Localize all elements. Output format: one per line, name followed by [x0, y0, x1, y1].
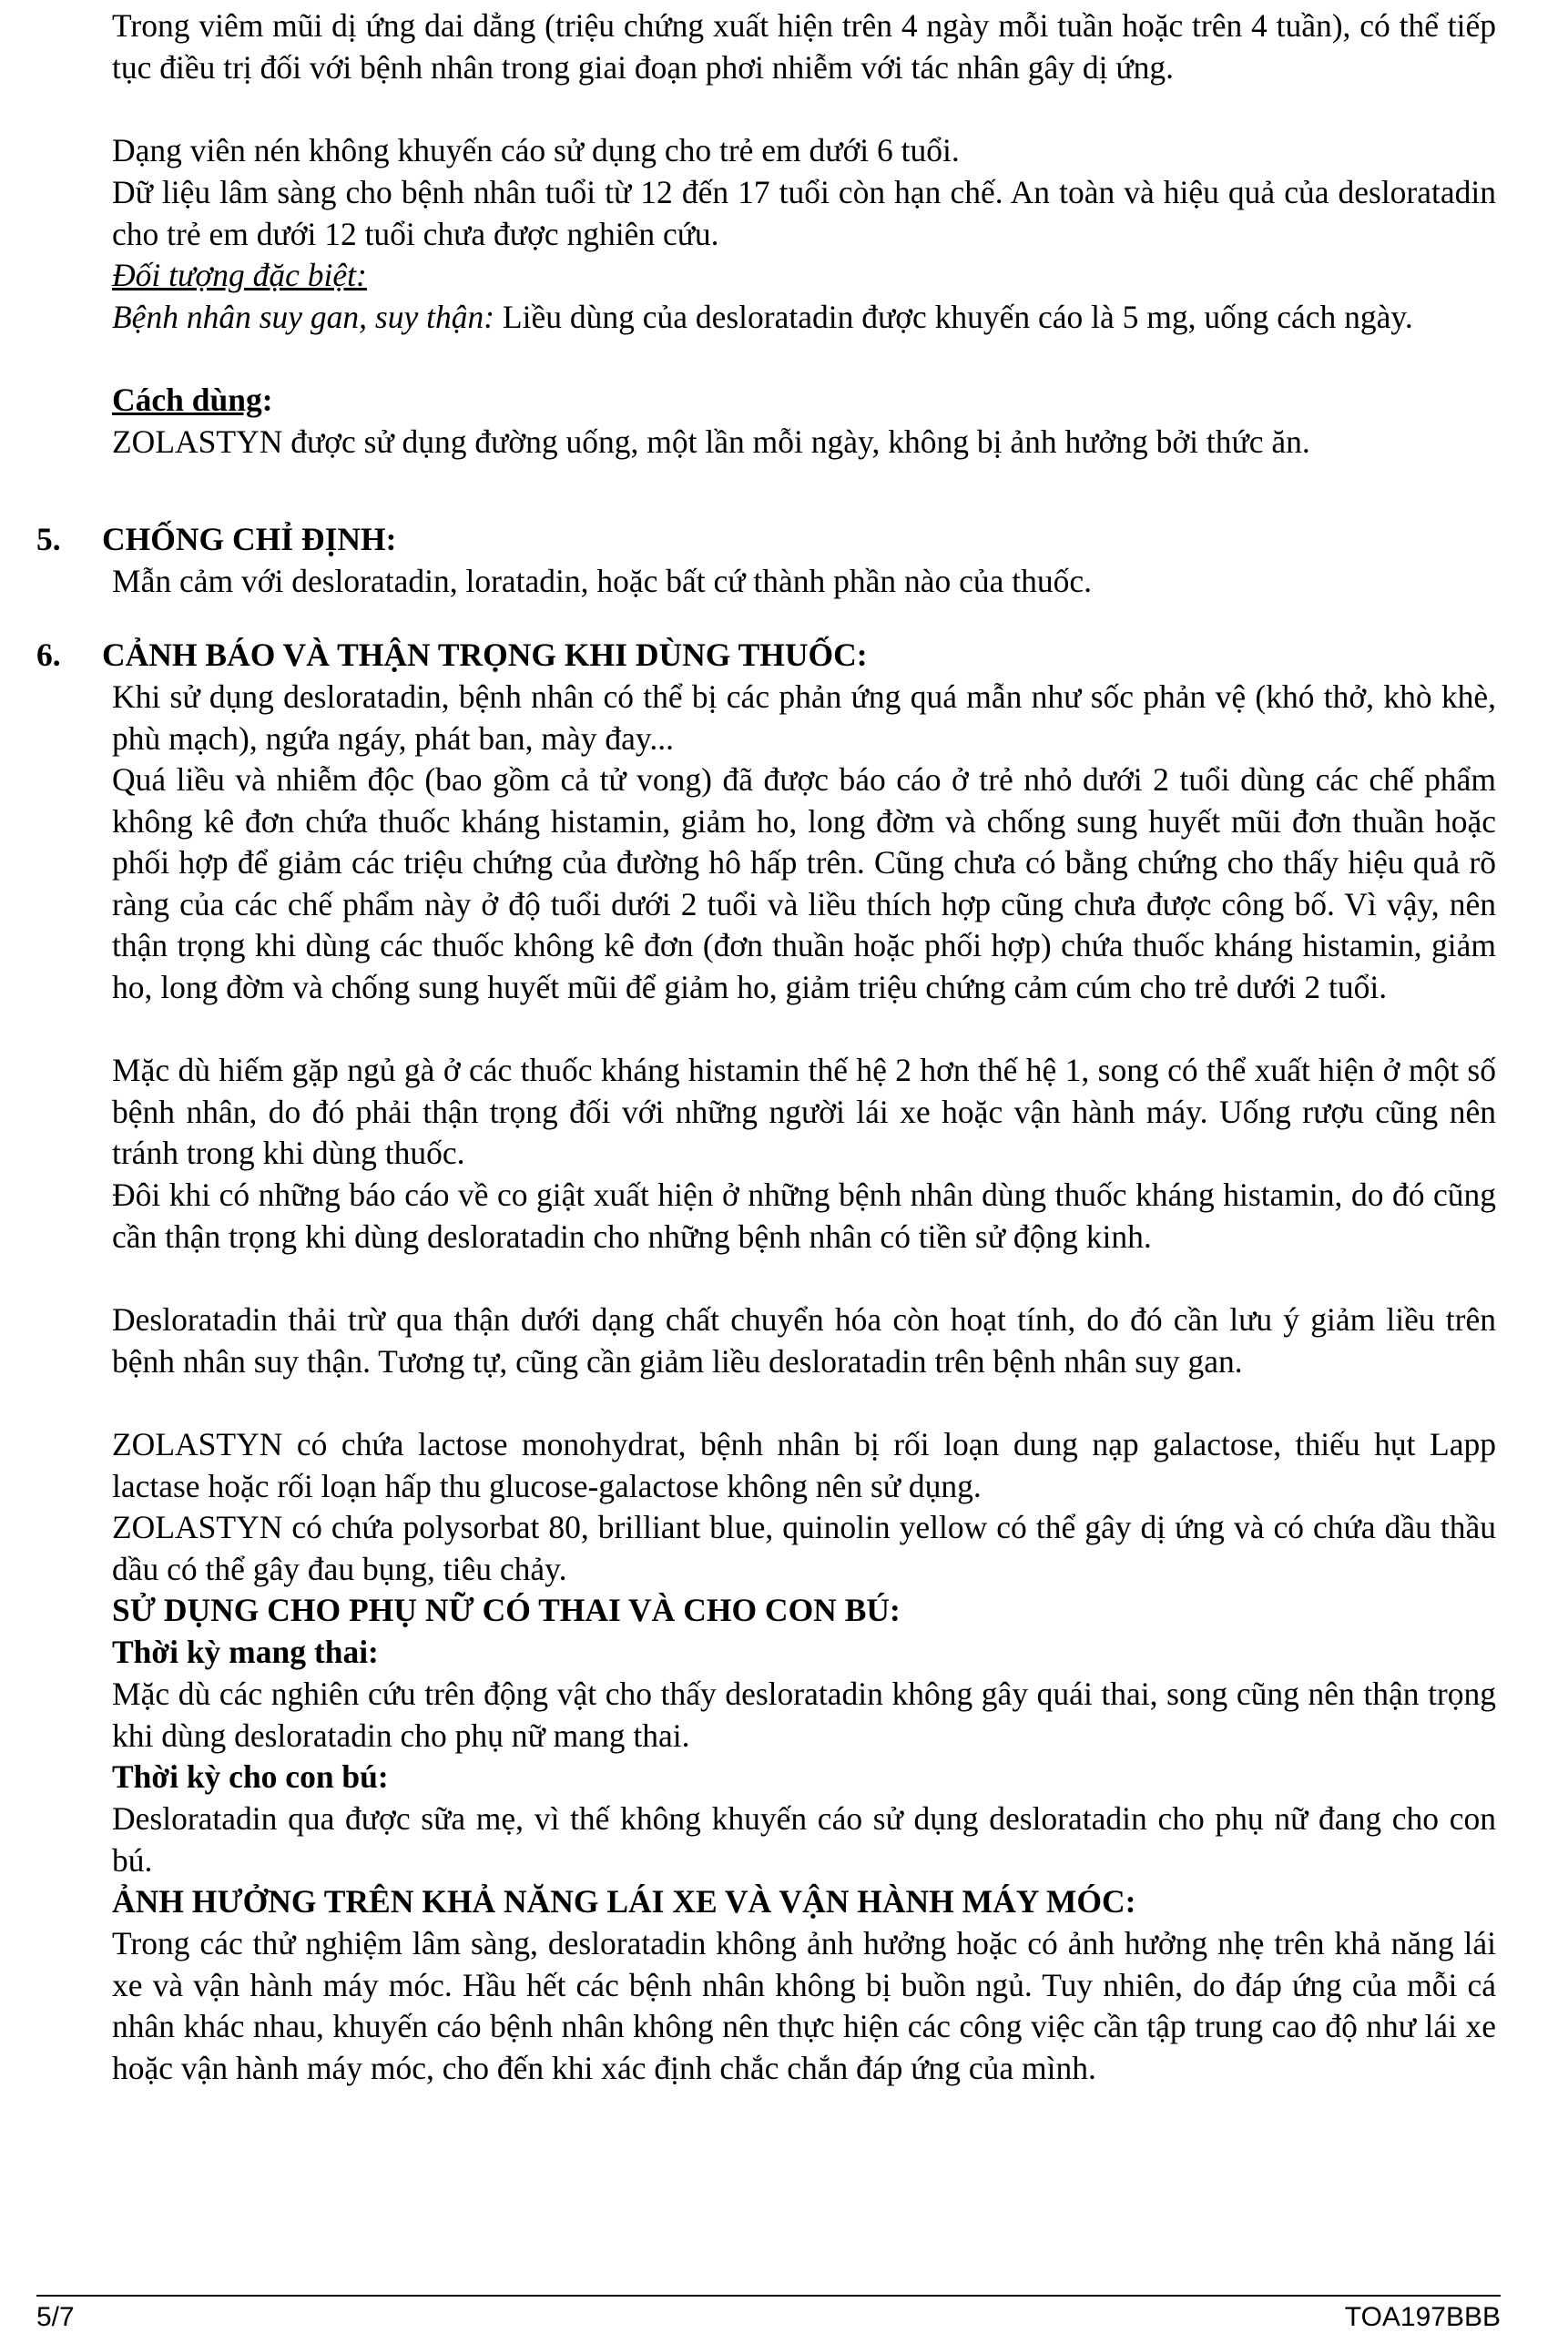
page-number: 5/7 — [36, 2302, 75, 2332]
document-code: TOA197BBB — [1344, 2302, 1501, 2332]
paragraph-contraindications: Mẫn cảm với desloratadin, loratadin, hoặc bất cứ thành phần nào của thuốc. — [112, 563, 1093, 599]
lactation-heading: Thời kỳ cho con bú: — [112, 1758, 389, 1795]
section-5-title: CHỐNG CHỈ ĐỊNH: — [102, 521, 397, 557]
paragraph-tablet-children: Dạng viên nén không khuyến cáo sử dụng cho trẻ em dưới 6 tuổi. — [112, 132, 960, 168]
driving-section-title: ẢNH HƯỞNG TRÊN KHẢ NĂNG LÁI XE VÀ VẬN HÀNH MÁY MÓC: — [112, 1883, 1136, 1920]
usage-heading — [112, 380, 1496, 422]
section-5-heading — [36, 519, 1493, 561]
paragraph-hypersensitivity: Khi sử dụng desloratadin, bệnh nhân có thể bị các phản ứng quá mẫn như sốc phản vệ (khó thở, khò khè, phù mạch), ngứa ngáy, phát ban, mày đay... — [112, 678, 1496, 757]
pregnancy-section-title: SỬ DỤNG CHO PHỤ NỮ CÓ THAI VÀ CHO CON BÚ: — [112, 1592, 901, 1628]
paragraph-excipients: ZOLASTYN có chứa polysorbat 80, brilliant blue, quinolin yellow có thể gây dị ứng và có chứa dầu thầu dầu có thể gây đau bụng, tiêu chảy. — [112, 1509, 1496, 1587]
paragraph-hepatic-renal — [112, 297, 1496, 339]
paragraph-driving: Trong các thử nghiệm lâm sàng, desloratadin không ảnh hưởng hoặc có ảnh hưởng nhẹ trên khả năng lái xe và vận hành máy móc. Hầu hết các bệnh nhân không bị buồn ngủ. Tuy nhiên, do đáp ứng của mỗi cá nhân khác nhau, khuyến cáo bệnh nhân không nên thực hiện các công việc cần tập trung cao độ như lái xe hoặc vận hành máy móc, cho đến khi xác định chắc chắn đáp ứng của mình. — [112, 1925, 1496, 2086]
section-6-title: CẢNH BÁO VÀ THẬN TRỌNG KHI DÙNG THUỐC: — [102, 637, 868, 673]
usage-heading-colon: : — [261, 382, 273, 418]
paragraph-persistent-rhinitis: Trong viêm mũi dị ứng dai dẳng (triệu chứng xuất hiện trên 4 ngày mỗi tuần hoặc trên 4 tuần), có thể tiếp tục điều trị đối với bệnh nhân trong giai đoạn phơi nhiễm với tác nhân gây dị ứng. — [112, 7, 1496, 86]
section-5-number: 5. — [36, 521, 61, 557]
pregnancy-heading: Thời kỳ mang thai: — [112, 1634, 379, 1670]
paragraph-drowsiness: Mặc dù hiếm gặp ngủ gà ở các thuốc kháng histamin thế hệ 2 hơn thế hệ 1, song có thể xuất hiện ở một số bệnh nhân, do đó phải thận trọng đối với những người lái xe hoặc vận hành máy. Uống rượu cũng nên tránh trong khi dùng thuốc. — [112, 1052, 1496, 1171]
paragraph-lactose: ZOLASTYN có chứa lactose monohydrat, bệnh nhân bị rối loạn dung nạp galactose, thiếu hụt Lapp lactase hoặc rối loạn hấp thu glucose-galactose không nên sử dụng. — [112, 1426, 1496, 1504]
paragraph-seizures: Đôi khi có những báo cáo về co giật xuất hiện ở những bệnh nhân dùng thuốc kháng histamin, do đó cũng cần thận trọng khi dùng desloratadin cho những bệnh nhân có tiền sử động kinh. — [112, 1177, 1496, 1255]
special-population-label: Bệnh nhân suy gan, suy thận: — [112, 299, 495, 335]
section-6-number: 6. — [36, 637, 61, 673]
usage-heading-text: Cách dùng — [112, 382, 262, 418]
paragraph-pregnancy: Mặc dù các nghiên cứu trên động vật cho thấy desloratadin không gây quái thai, song cũng nên thận trọng khi dùng desloratadin cho phụ nữ mang thai. — [112, 1676, 1496, 1754]
paragraph-renal-elimination: Desloratadin thải trừ qua thận dưới dạng chất chuyển hóa còn hoạt tính, do đó cần lưu ý giảm liều trên bệnh nhân suy thận. Tương tự, cũng cần giảm liều desloratadin trên bệnh nhân suy gan. — [112, 1301, 1496, 1380]
paragraph-clinical-data: Dữ liệu lâm sàng cho bệnh nhân tuổi từ 12 đến 17 tuổi còn hạn chế. An toàn và hiệu quả của desloratadin cho trẻ em dưới 12 tuổi chưa được nghiên cứu. — [112, 174, 1496, 252]
paragraph-usage: ZOLASTYN được sử dụng đường uống, một lần mỗi ngày, không bị ảnh hưởng bởi thức ăn. — [112, 423, 1310, 460]
section-6-heading — [36, 635, 1493, 677]
paragraph-overdose-children: Quá liều và nhiễm độc (bao gồm cả tử vong) đã được báo cáo ở trẻ nhỏ dưới 2 tuổi dùng các chế phẩm không kê đơn chứa thuốc kháng histamin, giảm ho, long đờm và chống sung huyết mũi đơn thuần hoặc phối hợp để giảm các triệu chứng của đường hô hấp trên. Cũng chưa có bằng chứng cho thấy hiệu quả rõ ràng của các chế phẩm này ở độ tuổi dưới 2 tuổi và liều thích hợp cũng chưa được công bố. Vì vậy, nên thận trọng khi dùng các thuốc không kê đơn (đơn thuần hoặc phối hợp) chứa thuốc kháng histamin, giảm ho, long đờm và chống sung huyết mũi để giảm ho, giảm triệu chứng cảm cúm cho trẻ dưới 2 tuổi. — [112, 761, 1496, 1005]
paragraph-lactation: Desloratadin qua được sữa mẹ, vì thế không khuyến cáo sử dụng desloratadin cho phụ nữ đang cho con bú. — [112, 1800, 1496, 1879]
footer-divider — [36, 2295, 1501, 2297]
special-population-heading: Đối tượng đặc biệt: — [112, 257, 367, 293]
special-population-text: Liều dùng của desloratadin được khuyến cáo là 5 mg, uống cách ngày. — [494, 299, 1413, 335]
